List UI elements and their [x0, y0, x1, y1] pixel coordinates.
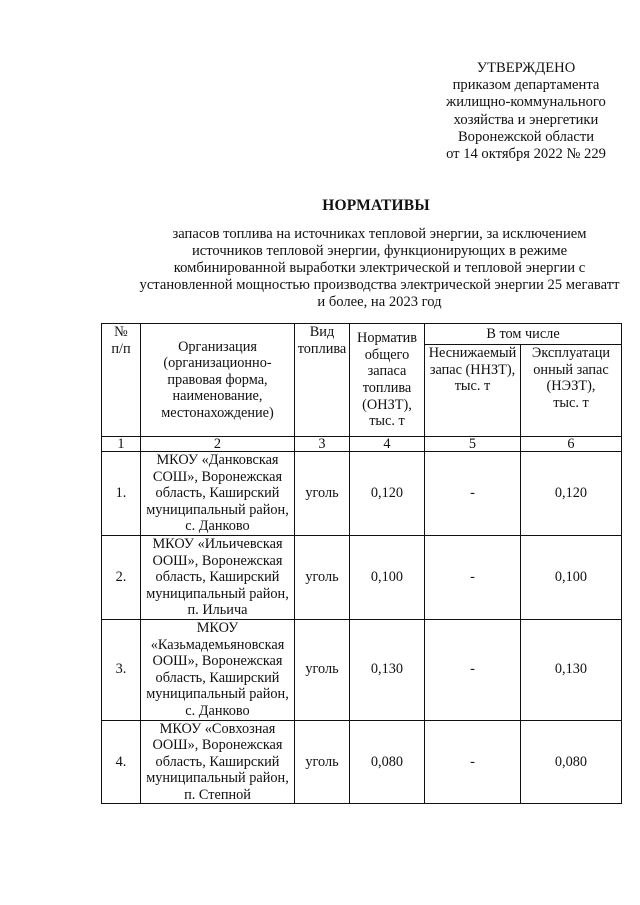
subtitle-line: источников тепловой энергии, функционирующих в режиме	[191, 242, 568, 259]
column-number: 3	[295, 437, 350, 452]
row-fuel-type: уголь	[295, 452, 350, 536]
table-row	[102, 619, 622, 720]
row-nnzt: -	[425, 452, 521, 536]
row-fuel-type: уголь	[295, 619, 350, 720]
row-nnzt: -	[425, 535, 521, 619]
row-organization: МКОУ «Совхозная ООШ», Воронежская область, Каширский муниципальный район, п. Степной	[141, 720, 295, 804]
row-number: 4.	[102, 720, 141, 804]
header-including: В том числе	[425, 324, 622, 345]
row-onzt: 0,100	[350, 535, 425, 619]
approval-line: от 14 октября 2022 № 229	[446, 146, 606, 163]
header-row	[102, 324, 622, 345]
document-subtitle	[92, 226, 640, 311]
header-fuel-type: Вид топлива	[295, 324, 350, 437]
table-row	[102, 720, 622, 804]
row-fuel-type: уголь	[295, 720, 350, 804]
column-number: 6	[521, 437, 622, 452]
row-nezt: 0,130	[521, 619, 622, 720]
row-onzt: 0,130	[350, 619, 425, 720]
row-nezt: 0,100	[521, 535, 622, 619]
row-number: 3.	[102, 619, 141, 720]
row-organization: МКОУ «Данковская СОШ», Воронежская область, Каширский муниципальный район, с. Данково	[141, 452, 295, 536]
approval-line: жилищно-коммунального	[446, 94, 606, 111]
row-organization: МКОУ «Казьмадемьяновская ООШ», Воронежская область, Каширский муниципальный район, с. Данково	[141, 619, 295, 720]
header-nezt: Эксплуатаци онный запас (НЭЗТ), тыс. т	[521, 345, 622, 437]
table-row	[102, 535, 622, 619]
approval-line: хозяйства и энергетики	[453, 111, 599, 128]
row-onzt: 0,080	[350, 720, 425, 804]
row-nezt: 0,080	[521, 720, 622, 804]
row-nnzt: -	[425, 720, 521, 804]
row-organization: МКОУ «Ильичевская ООШ», Воронежская область, Каширский муниципальный район, п. Ильича	[141, 535, 295, 619]
approval-line: Воронежской области	[457, 128, 595, 145]
approval-line: УТВЕРЖДЕНО	[476, 60, 576, 76]
subtitle-line: установленной мощностью производства электрической энергии 25 мегаватт	[139, 276, 620, 293]
subtitle-line: запасов топлива на источниках тепловой энергии, за исключением	[172, 226, 587, 242]
subtitle-line: и более, на 2023 год	[317, 293, 442, 310]
norms-table	[101, 323, 622, 804]
subtitle-line: комбинированной выработки электрической и тепловой энергии с	[173, 259, 586, 276]
header-organization: Организация (организационно- правовая форма, наименование, местонахождение)	[141, 324, 295, 437]
column-number-row	[102, 437, 622, 452]
header-num: № п/п	[102, 324, 141, 437]
header-nnzt: Неснижаемый запас (ННЗТ), тыс. т	[425, 345, 521, 437]
row-onzt: 0,120	[350, 452, 425, 536]
approval-line: приказом департамента	[452, 77, 600, 94]
table-row	[102, 452, 622, 536]
column-number: 2	[141, 437, 295, 452]
row-number: 2.	[102, 535, 141, 619]
document-title: НОРМАТИВЫ	[322, 197, 430, 214]
column-number: 5	[425, 437, 521, 452]
column-number: 1	[102, 437, 141, 452]
header-norm-onzt: Норматив общего запаса топлива (ОНЗТ), тыс. т	[350, 324, 425, 437]
row-nnzt: -	[425, 619, 521, 720]
row-fuel-type: уголь	[295, 535, 350, 619]
row-nezt: 0,120	[521, 452, 622, 536]
approval-stamp	[420, 60, 632, 163]
column-number: 4	[350, 437, 425, 452]
row-number: 1.	[102, 452, 141, 536]
